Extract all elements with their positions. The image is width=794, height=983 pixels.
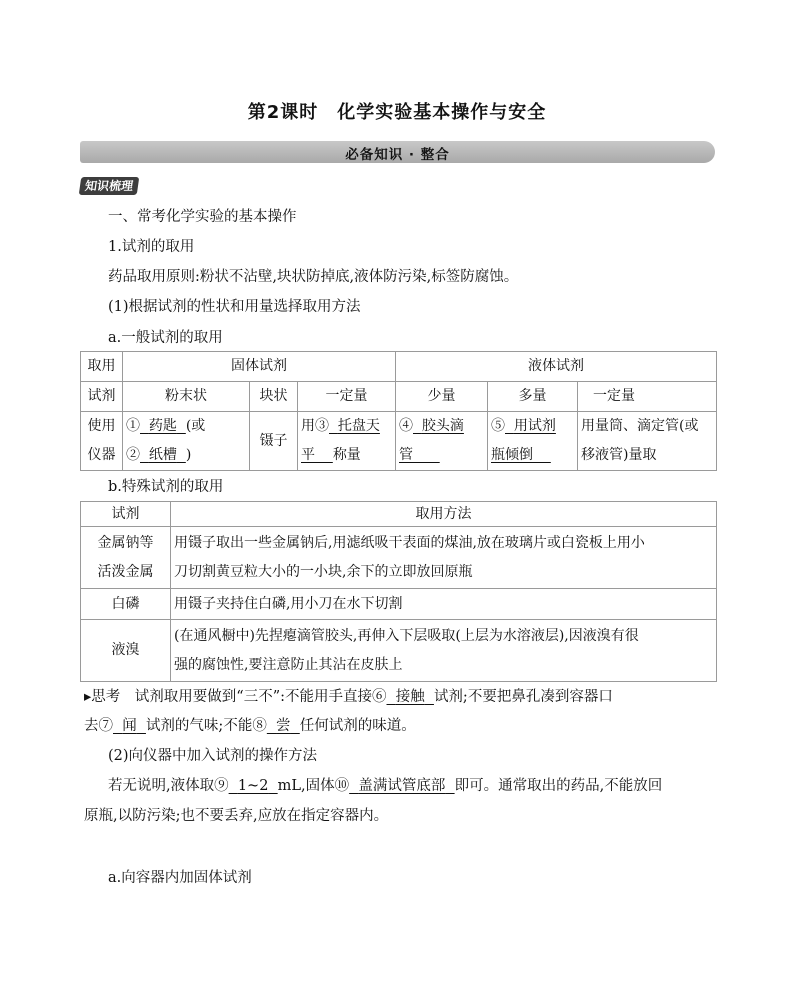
- answer-7: 闻: [122, 718, 137, 734]
- header-reagent: 试剂: [81, 502, 171, 527]
- section-heading: 一、常考化学实验的基本操作: [108, 209, 297, 225]
- answer-2: 纸槽: [148, 447, 177, 463]
- answer-4b: 管: [399, 447, 413, 463]
- row-sodium-name: [81, 527, 171, 589]
- header-instrument: 仪器: [87, 447, 116, 463]
- think-line-1: ▸思考 试剂取用要做到“三不”:不能用手直接⑥ 接触 试剂;不要把鼻孔凑到容器口: [84, 689, 613, 705]
- cell-little: [396, 412, 488, 471]
- cell-fixed-liquid: [578, 412, 717, 471]
- answer-1: 药匙: [148, 418, 177, 434]
- row-phosphorus-method: 用镊子夹持住白磷,用小刀在水下切割: [171, 589, 717, 620]
- text: 强的腐蚀性,要注意防止其沾在皮肤上: [174, 656, 403, 673]
- answer-8: 尝: [276, 718, 291, 734]
- answer-3a: 托盘天: [337, 418, 380, 434]
- header-fixed-liquid: [578, 382, 717, 412]
- page-title: 第2课时 化学实验基本操作与安全: [247, 102, 547, 123]
- row-sodium-method: [171, 527, 717, 589]
- text: (在通风橱中)先捏瘪滴管胶头,再伸入下层吸取(上层为水溶液层),因液溴有很: [174, 627, 639, 644]
- answer-num-1: ①: [126, 418, 140, 434]
- header-use: 使用: [87, 418, 116, 434]
- header-method: 取用方法: [171, 502, 717, 527]
- text: 活泼金属: [97, 563, 154, 580]
- item-2a-heading: a.向容器内加固体试剂: [108, 870, 252, 886]
- answer-num-2: ②: [126, 447, 140, 463]
- text: 称量: [332, 447, 361, 463]
- item-1a-heading: a.一般试剂的取用: [108, 330, 223, 346]
- answer-9: 1~2: [237, 778, 269, 794]
- answer-num-4: ④: [399, 418, 413, 434]
- text: 移液管)量取: [581, 447, 657, 463]
- header-use-instrument: [81, 412, 123, 471]
- item-1b-heading: b.特殊试剂的取用: [108, 479, 224, 495]
- cell-powder: [123, 412, 250, 471]
- item-1-heading: (1)根据试剂的性状和用量选择取用方法: [108, 299, 361, 315]
- text: (或: [185, 418, 206, 434]
- row-bromine-name: 液溴: [81, 620, 171, 682]
- note-line-2: 原瓶,以防污染;也不要丢弃,应放在指定容器内。: [84, 808, 389, 824]
- answer-3b: 平: [301, 447, 315, 463]
- answer-5b: 瓶倾倒: [491, 447, 533, 463]
- note-line-1: 若无说明,液体取⑨ 1~2 mL,固体⑩ 盖满试管底部 即可。通常取出的药品,不能放回: [108, 778, 663, 794]
- header-take: 取用: [81, 352, 123, 382]
- cell-much: [488, 412, 578, 471]
- answer-5a: 用试剂: [513, 418, 556, 434]
- answer-num-5: ⑤: [491, 418, 505, 434]
- header-solid: 固体试剂: [123, 352, 396, 382]
- think-line-2: 去⑦ 闻 试剂的气味;不能⑧ 尝 任何试剂的味道。: [84, 718, 416, 734]
- text: ): [185, 447, 192, 463]
- header-liquid: 液体试剂: [396, 352, 717, 382]
- header-powder: 粉末状: [123, 382, 250, 412]
- row-bromine-method: [171, 620, 717, 682]
- item-2-heading: (2)向仪器中加入试剂的操作方法: [108, 748, 318, 764]
- subsection-heading: 1.试剂的取用: [108, 239, 195, 255]
- text: 用镊子取出一些金属钠后,用滤纸吸干表面的煤油,放在玻璃片或白瓷板上用小: [174, 534, 645, 551]
- special-reagent-table: [80, 501, 717, 682]
- cell-block: 镊子: [250, 412, 298, 471]
- principle-text: 药品取用原则:粉状不沾壁,块状防掉底,液体防污染,标签防腐蚀。: [108, 269, 519, 285]
- banner-text: 必备知识 · 整合: [345, 147, 450, 163]
- general-reagent-table: [80, 351, 717, 471]
- header-little: 少量: [396, 382, 488, 412]
- section-banner: [80, 141, 715, 163]
- header-reagent: 试剂: [81, 382, 123, 412]
- header-block: 块状: [250, 382, 298, 412]
- text: 刀切割黄豆粒大小的一小块,余下的立即放回原瓶: [174, 563, 473, 580]
- row-phosphorus-name: 白磷: [81, 589, 171, 620]
- header-fixed-solid: 一定量: [298, 382, 396, 412]
- text: 金属钠等: [97, 534, 154, 551]
- text: 用量筒、滴定管(或: [581, 418, 699, 434]
- answer-4a: 胶头滴: [421, 418, 464, 434]
- cell-fixed-solid: [298, 412, 396, 471]
- knowledge-badge: 知识梳理: [79, 177, 140, 195]
- answer-10: 盖满试管底部: [358, 778, 446, 794]
- header-fixed-liquid-text: 一定量: [593, 388, 635, 404]
- answer-num-3: 用③: [301, 418, 329, 434]
- header-much: 多量: [488, 382, 578, 412]
- answer-6: 接触: [395, 689, 425, 705]
